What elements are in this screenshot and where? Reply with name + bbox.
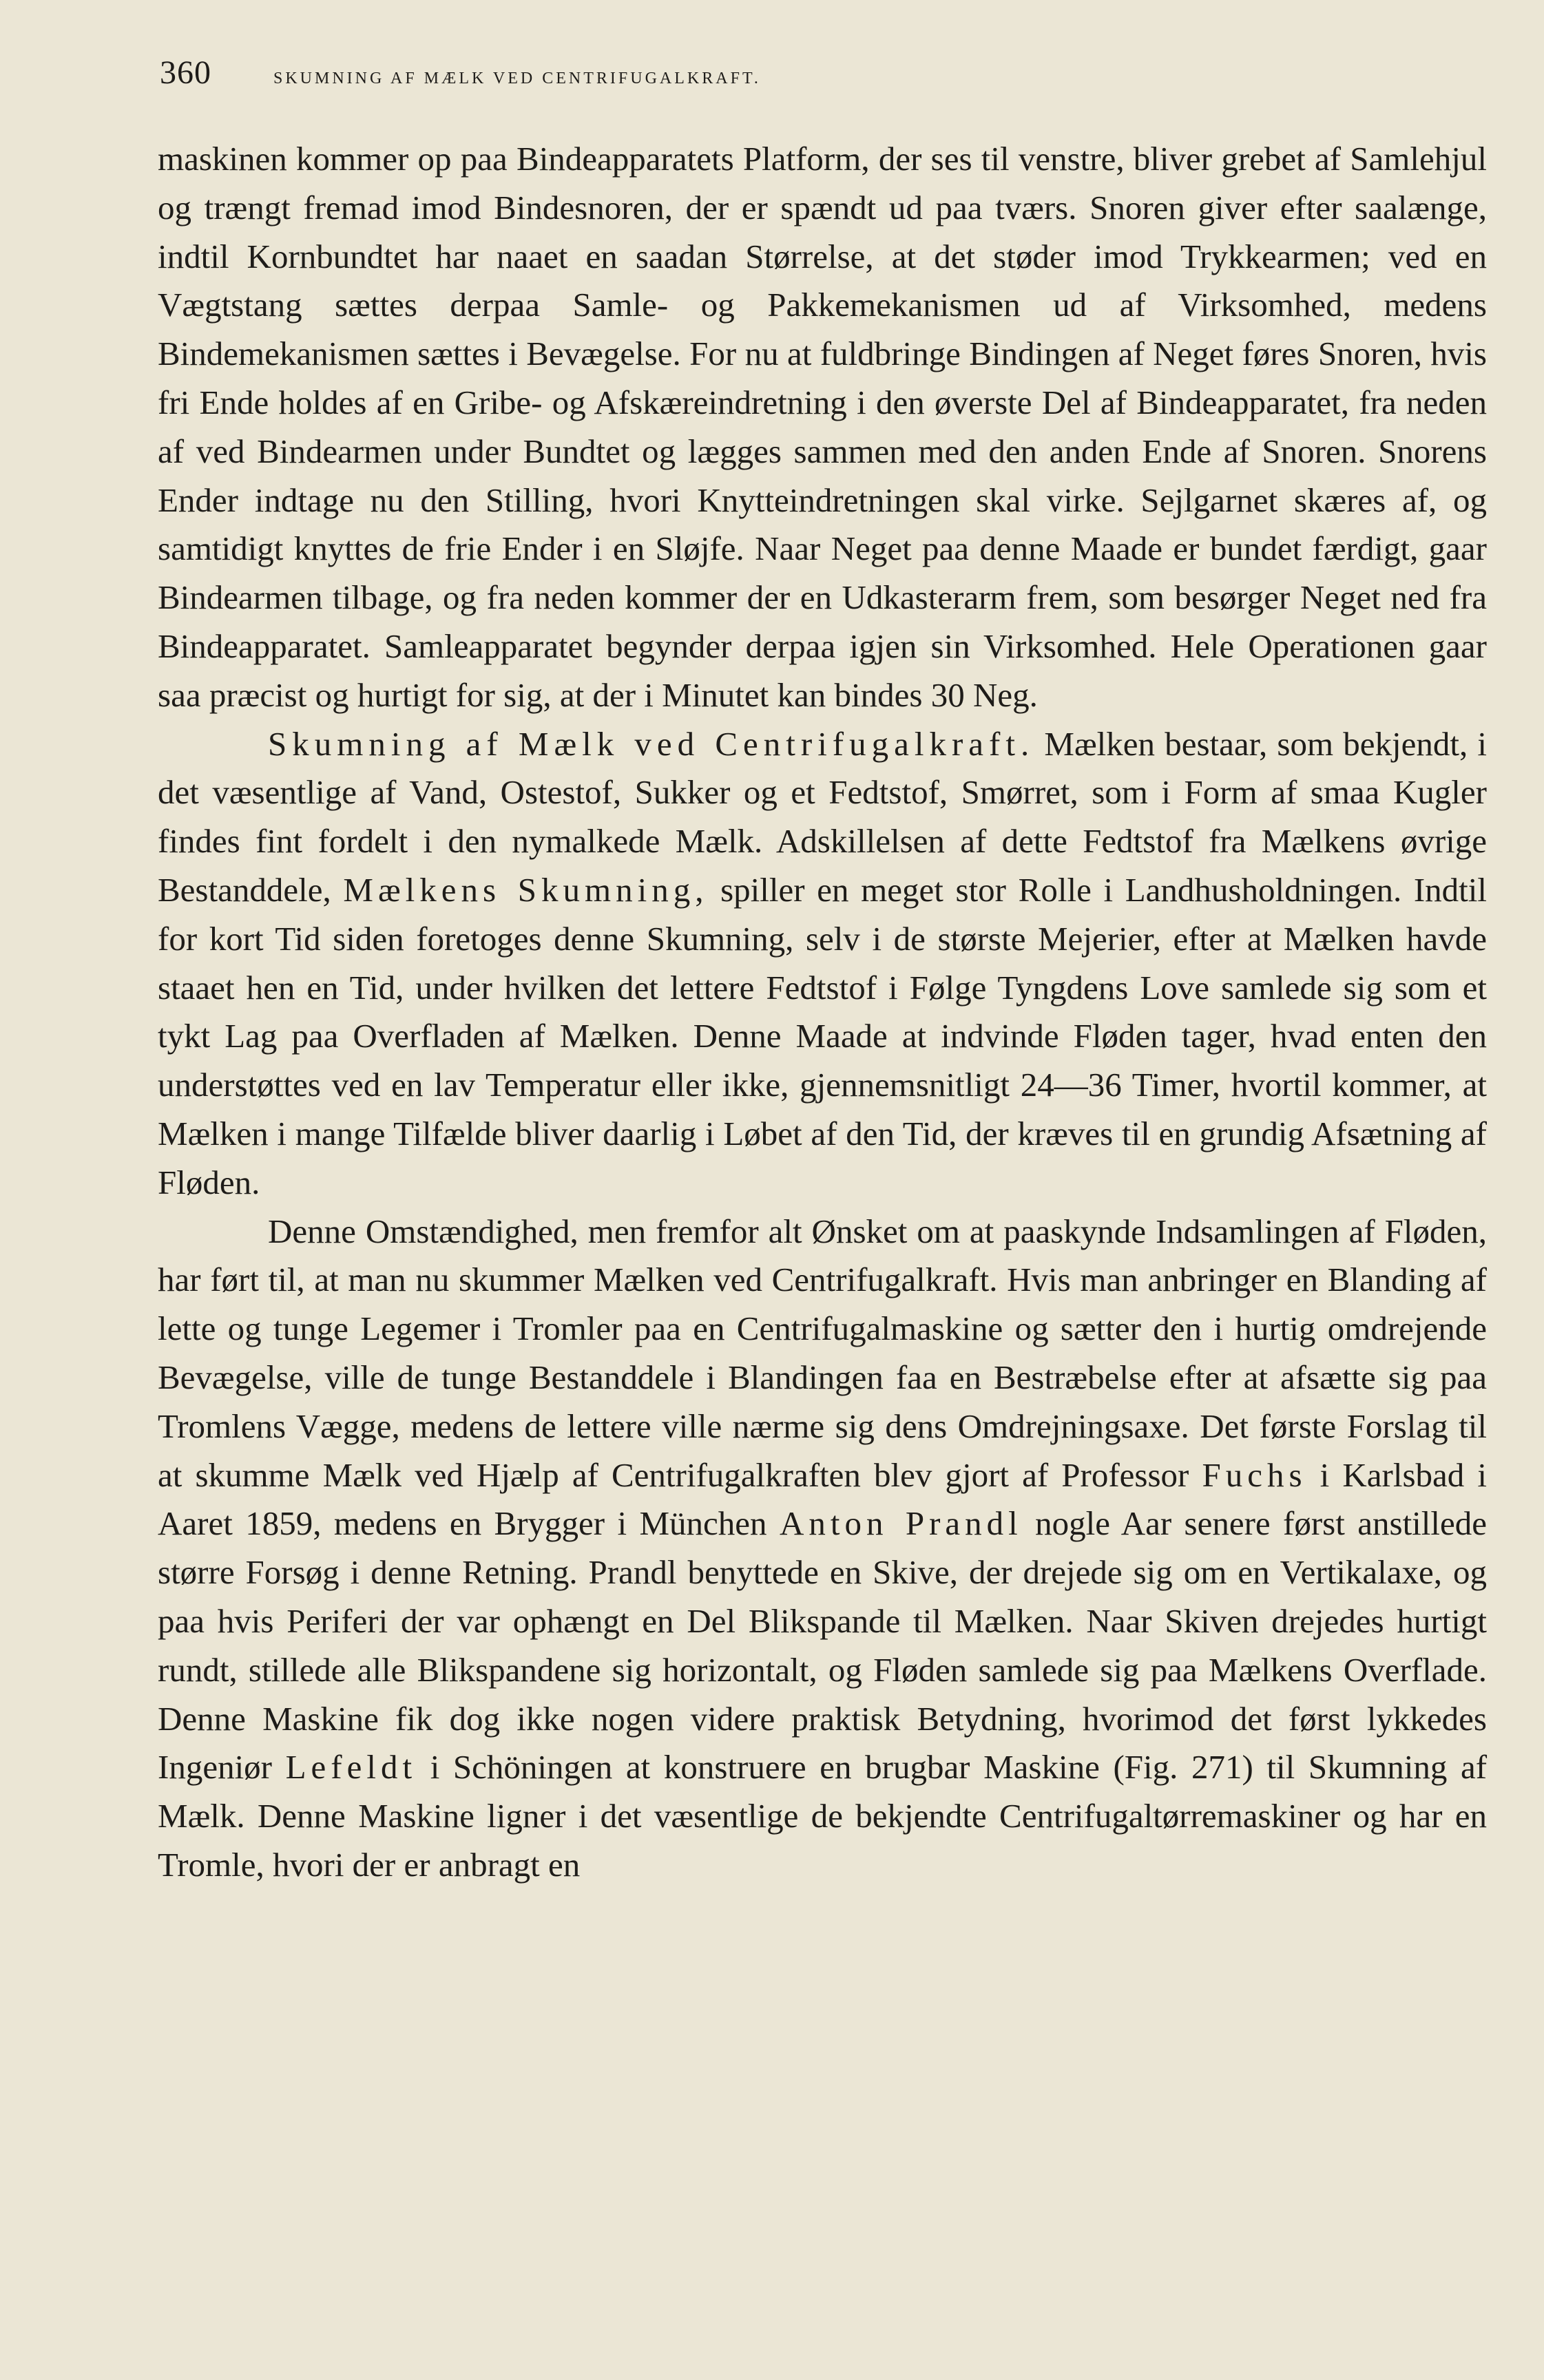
running-title: SKUMNING AF MÆLK VED CENTRIFUGALKRAFT. (273, 70, 761, 87)
paragraph-3-text-2: i Karlsbad i Aaret 1859, medens en Brygger i München (158, 1455, 1487, 1543)
paragraph-3-text-1: Denne Omstændighed, men fremfor alt Ønsket om at paaskynde Indsamlingen af Fløden, har ført til, at man nu skummer Mælken ved Centrifugalkraft. Hvis man anbringer en Blanding af lette og tunge Legemer i Tromler paa en Centrifugalmaskine og sætter den i hurtig omdrejende Bevægelse, ville de tunge Bestanddele i Blandingen faa en Bestræbelse efter at afsætte sig paa Tromlens Vægge, medens de lettere ville nærme sig dens Omdrejningsaxe. Det første Forslag til at skumme Mælk ved Hjælp af Centrifugalkraften blev gjort af Professor (158, 1212, 1487, 1494)
paragraph-2 (158, 720, 1487, 1208)
paragraph-2-text-2: spiller en meget stor Rolle i Landhusholdningen. Indtil for kort Tid siden foretoges denne Skumning, selv i de største Mejerier, efter at Mælken havde staaet hen en Tid, under hvilken det lettere Fedtstof i Følge Tyngdens Love samlede sig som et tykt Lag paa Overfladen af Mælken. Denne Maade at indvinde Fløden tager, hvad enten den understøttes ved en lav Temperatur eller ikke, gjennemsnitligt 24—36 Timer, hvortil kommer, at Mælken i mange Tilfælde bliver daarlig i Løbet af den Tid, der kræves til en grundig Afsætning af Fløden. (158, 870, 1488, 1201)
section-heading: Skumning af Mælk ved Centrifugalkraft. (268, 724, 1035, 763)
paragraph-3-text-4: i Schöningen at konstruere en brugbar Maskine (Fig. 271) til Skumning af Mælk. Denne Maskine ligner i det væsentlige de bekjendte Centrifugaltørremaskiner og har en Tromle, hvori der er anbragt en (158, 1748, 1488, 1884)
person-name-fuchs: Fuchs (1202, 1455, 1307, 1494)
paragraph-1-text: maskinen kommer op paa Bindeapparatets Platform, der ses til venstre, bliver grebet af Samlehjul og trængt fremad imod Bindesnoren, der er spændt ud paa tværs. Snoren giver efter saalænge, indtil Kornbundtet har naaet en saadan Størrelse, at det støder imod Trykkearmen; ved en Vægtstang sættes derpaa Samle- og Pakkemekanismen ud af Virksomhed, medens Bindemekanismen sættes i Bevægelse. For nu at fuldbringe Bindingen af Neget føres Snoren, hvis fri Ende holdes af en Gribe- og Afskæreindretning i den øverste Del af Bindeapparatet, fra neden af ved Bindearmen under Bundtet og lægges sammen med den anden Ende af Snoren. Snorens Ender indtage nu den Stilling, hvori Knytteindretningen skal virke. Sejlgarnet skæres af, og samtidigt knyttes de frie Ender i en Sløjfe. Naar Neget paa denne Maade er bundet færdigt, gaar Bindearmen tilbage, og fra neden kommer der en Udkasterarm frem, som besørger Neget ned fra Bindeapparatet. Samleapparatet begynder derpaa igjen sin Virksomhed. Hele Operationen gaar saa præcist og hurtigt for sig, at der i Minutet kan bindes 30 Neg. (158, 140, 1487, 714)
person-name-lefeldt: Lefeldt (285, 1748, 417, 1787)
paragraph-3-text-3: nogle Aar senere først anstillede større Forsøg i denne Retning. Prandl benyttede en Skive, der drejede sig om en Vertikalaxe, og paa hvis Periferi der var ophængt en Del Blikspande til Mælken. Naar Skiven drejedes hurtigt rundt, stillede alle Blikspandene sig horizontalt, og Fløden samlede sig paa Mælkens Overflade. Denne Maskine fik dog ikke nogen videre praktisk Betydning, hvorimod det først lykkedes Ingeniør (158, 1504, 1488, 1787)
paragraph-1 (158, 135, 1487, 720)
spaced-emphasis: Mælkens Skumning, (343, 870, 709, 909)
paragraph-3 (158, 1208, 1487, 1890)
body-text (158, 135, 1487, 1890)
paragraph-2-text-1: Mælken bestaar, som bekjendt, i det væsentlige af Vand, Ostestof, Sukker og et Fedtstof, Smørret, som i Form af smaa Kugler findes fint fordelt i den nymalkede Mælk. Adskillelsen af dette Fedtstof fra Mælkens øvrige Bestanddele, (158, 724, 1488, 909)
page-header (160, 54, 1489, 92)
page-number: 360 (160, 54, 211, 91)
person-name-anton-prandl: Anton Prandl (779, 1504, 1023, 1543)
